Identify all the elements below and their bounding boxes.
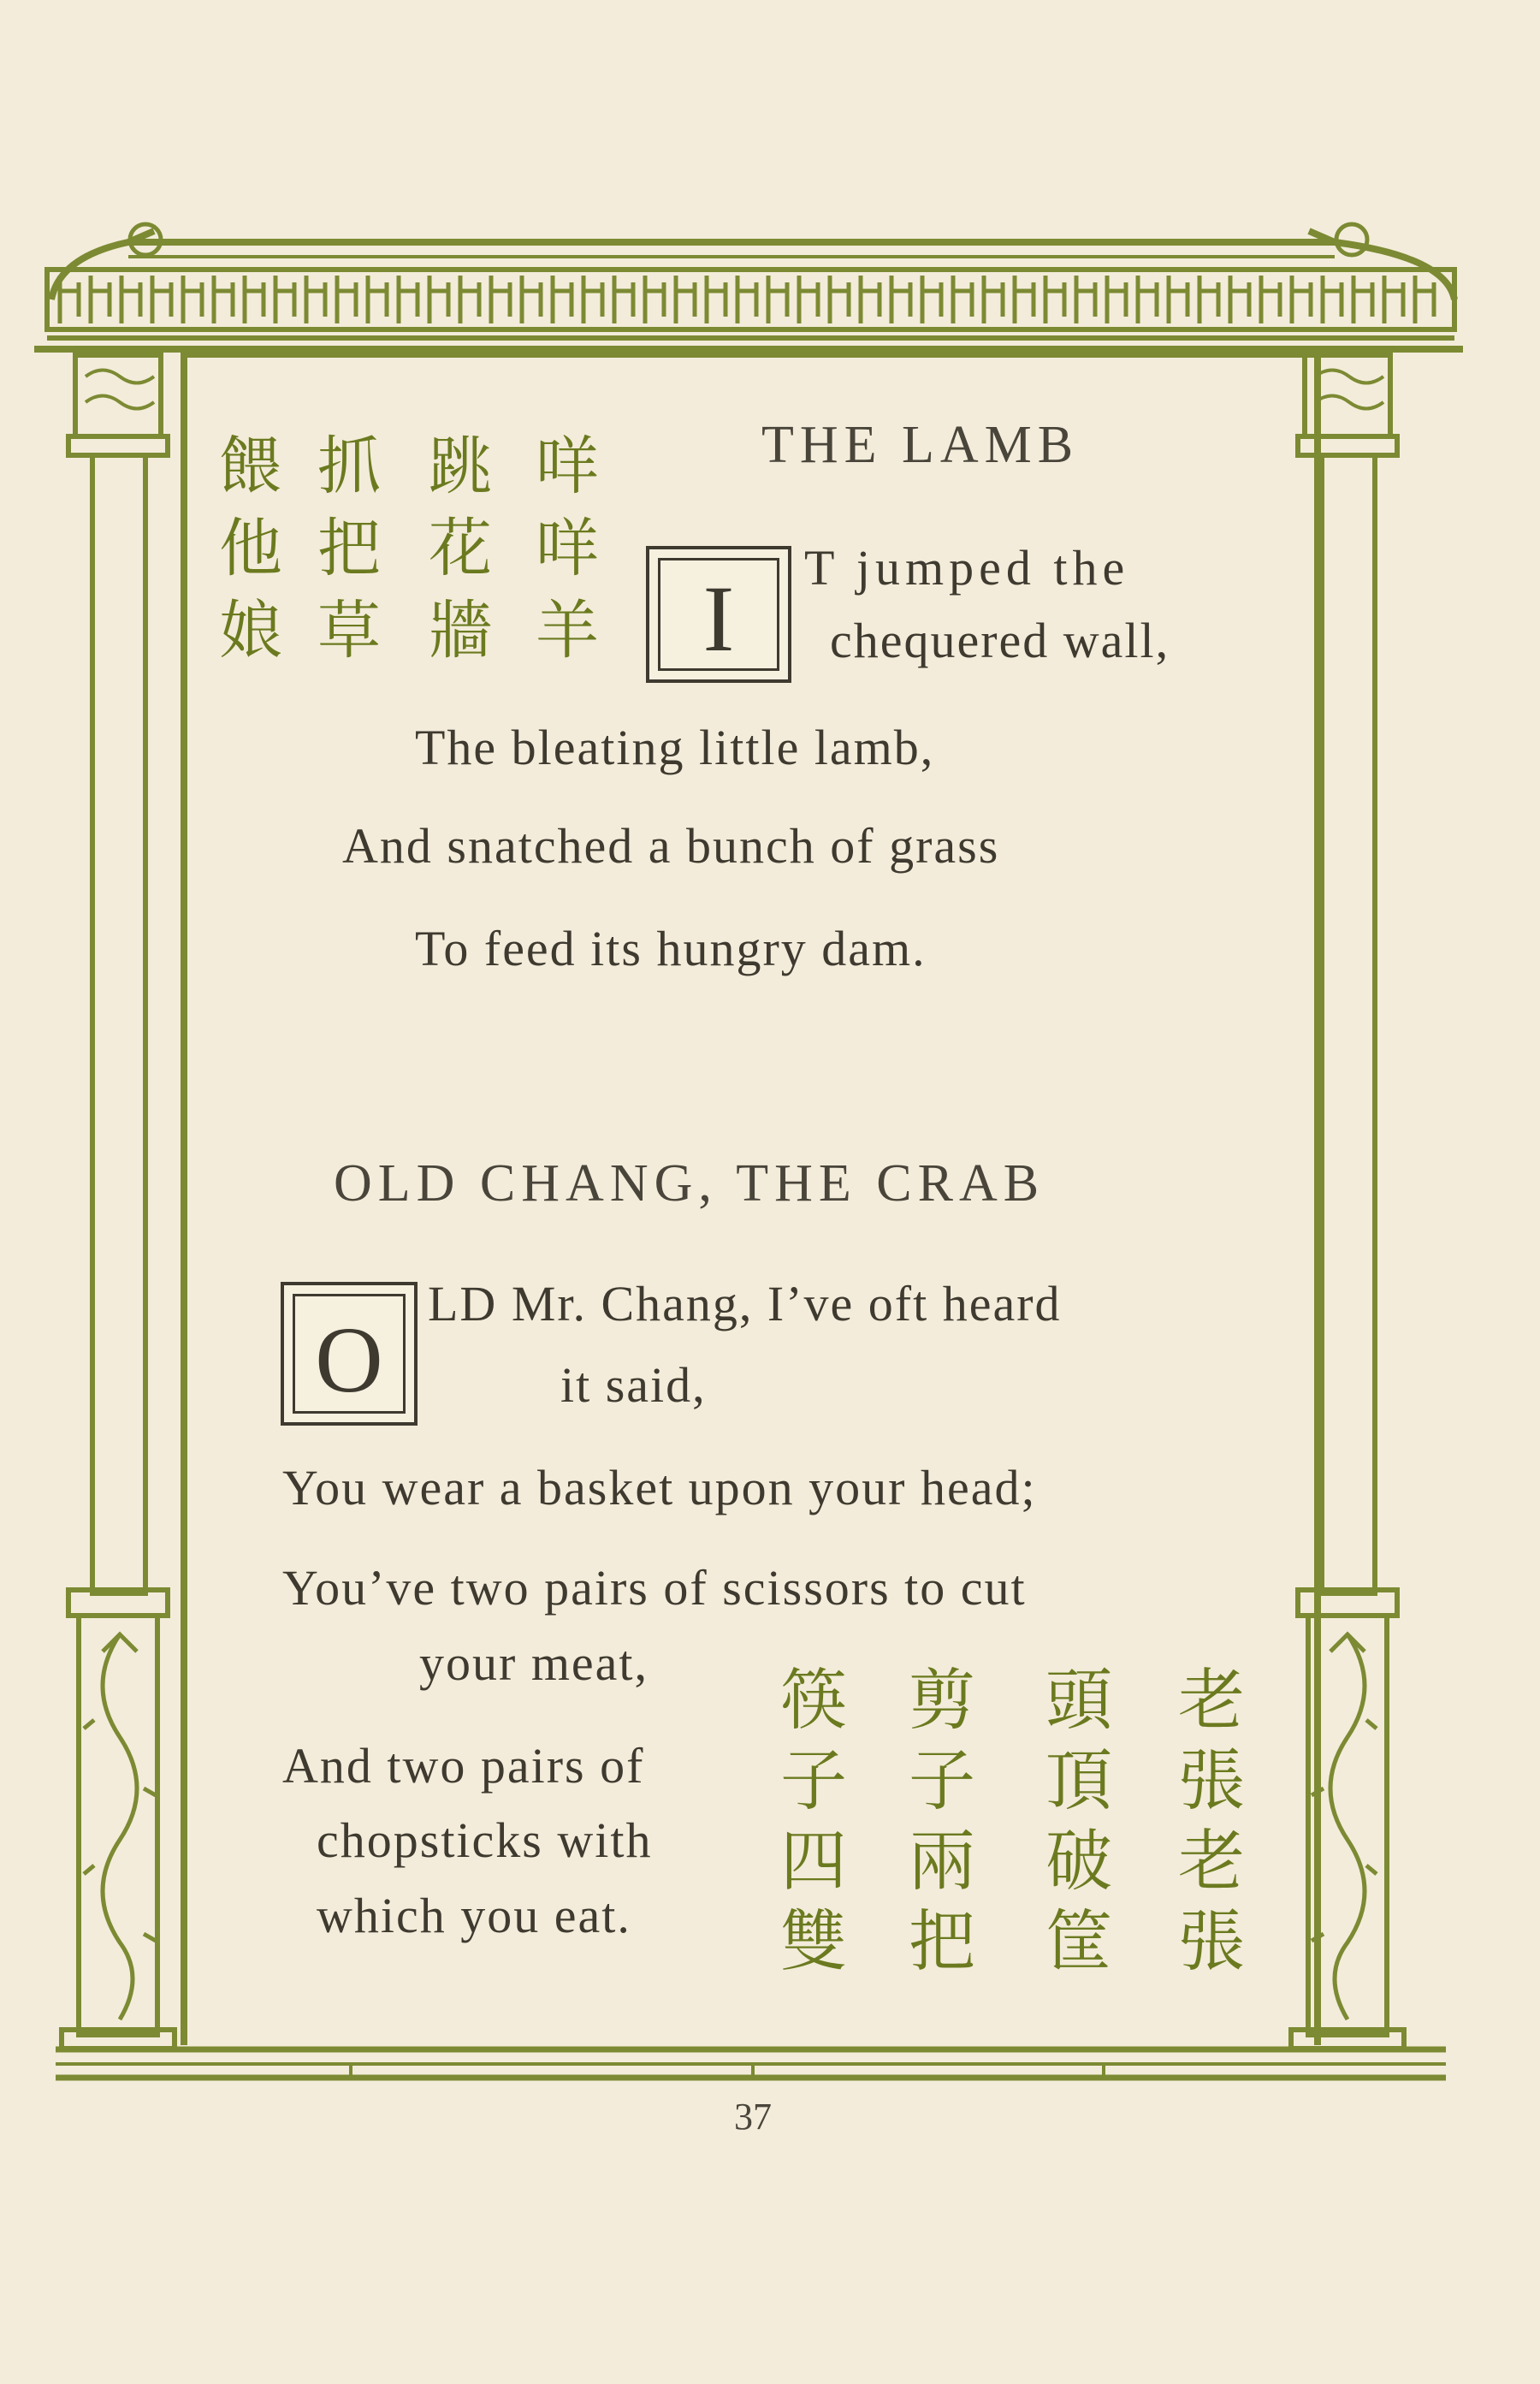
- crab-line-5: your meat,: [419, 1635, 649, 1691]
- eave-ornament: [460, 276, 479, 323]
- eave-ornament: [429, 276, 448, 323]
- eave-ornament: [368, 276, 387, 323]
- lamb-line-1: T jumped the: [804, 540, 1130, 596]
- eave-ornament: [1353, 276, 1372, 323]
- crab-line-6: And two pairs of: [282, 1738, 645, 1794]
- lamb-line-3: The bleating little lamb,: [415, 720, 935, 775]
- eave-ornament: [522, 276, 541, 323]
- eave-ornament: [1384, 276, 1403, 323]
- eave-ornament: [676, 276, 695, 323]
- lamb-line-4: And snatched a bunch of grass: [342, 818, 1000, 874]
- eave-ornament: [922, 276, 941, 323]
- eave-ornament: [799, 276, 818, 323]
- eave-ornament: [830, 276, 849, 323]
- crab-line-4: You’ve two pairs of scissors to cut: [282, 1560, 1027, 1616]
- eave-ornament: [121, 276, 140, 323]
- eave-ornament: [60, 276, 79, 323]
- crab-chinese-col-1: 老張老張: [1167, 1664, 1244, 1986]
- crab-line-7: chopsticks with: [317, 1812, 653, 1868]
- crab-line-1: LD Mr. Chang, I’ve oft heard: [428, 1276, 1062, 1331]
- eave-ornament: [1323, 276, 1342, 323]
- eave-ornament: [553, 276, 572, 323]
- eave-ornament: [1261, 276, 1280, 323]
- crab-chinese-col-3: 剪子兩把: [897, 1664, 974, 1986]
- page-number: 37: [734, 2096, 772, 2138]
- lamb-initial-letter-box: [646, 546, 791, 683]
- lamb-chinese-text: [209, 432, 607, 679]
- eave-ornament: [183, 276, 202, 323]
- eave-ornament: [491, 276, 510, 323]
- eave-ornament: [1138, 276, 1157, 323]
- lamb-chinese-col-3: 抓把草: [307, 432, 381, 679]
- lamb-chinese-col-2: 跳花牆: [418, 432, 492, 679]
- crab-initial-letter: O: [315, 1308, 383, 1412]
- lamb-initial-letter: I: [702, 566, 735, 671]
- eave-ornament: [1230, 276, 1249, 323]
- eave-ornament: [1199, 276, 1218, 323]
- eave-ornament: [953, 276, 972, 323]
- crab-initial-letter-box: [281, 1282, 418, 1426]
- eave-ornament: [707, 276, 726, 323]
- eave-ornament: [275, 276, 294, 323]
- crab-chinese-col-4: 筷子四雙: [769, 1664, 846, 1986]
- lamb-chinese-col-4: 餵他娘: [209, 432, 282, 679]
- eave-ornament: [984, 276, 1003, 323]
- eave-ornament: [861, 276, 880, 323]
- crab-chinese-text: [769, 1664, 1270, 2007]
- eave-ornament: [245, 276, 264, 323]
- lamb-title: THE LAMB: [761, 416, 1080, 474]
- eave-ornament: [1076, 276, 1095, 323]
- lamb-line-2: chequered wall,: [830, 613, 1170, 668]
- eave-ornament: [1107, 276, 1126, 323]
- eave-ornament: [1045, 276, 1064, 323]
- eave-ornament: [91, 276, 110, 323]
- eave-ornament: [214, 276, 233, 323]
- eave-ornament: [768, 276, 787, 323]
- crab-title: OLD CHANG, THE CRAB: [334, 1154, 1045, 1213]
- crab-line-2: it said,: [560, 1357, 707, 1413]
- eave-ornament: [337, 276, 356, 323]
- lamb-line-5: To feed its hungry dam.: [415, 921, 927, 976]
- eave-ornament: [583, 276, 602, 323]
- eave-ornament: [891, 276, 910, 323]
- eave-ornament: [399, 276, 418, 323]
- eave-ornament: [614, 276, 633, 323]
- eave-ornament: [1015, 276, 1034, 323]
- eave-ornament: [306, 276, 325, 323]
- eave-ornament: [1415, 276, 1434, 323]
- eave-ornament: [1292, 276, 1311, 323]
- crab-line-8: which you eat.: [317, 1888, 631, 1943]
- eave-ornament: [1169, 276, 1188, 323]
- eave-ornament: [152, 276, 171, 323]
- lamb-chinese-col-1: 咩咩羊: [525, 432, 599, 679]
- crab-chinese-col-2: 頭頂破筐: [1034, 1664, 1111, 1986]
- crab-line-3: You wear a basket upon your head;: [282, 1460, 1037, 1515]
- eave-ornament: [737, 276, 756, 323]
- eave-ornament: [645, 276, 664, 323]
